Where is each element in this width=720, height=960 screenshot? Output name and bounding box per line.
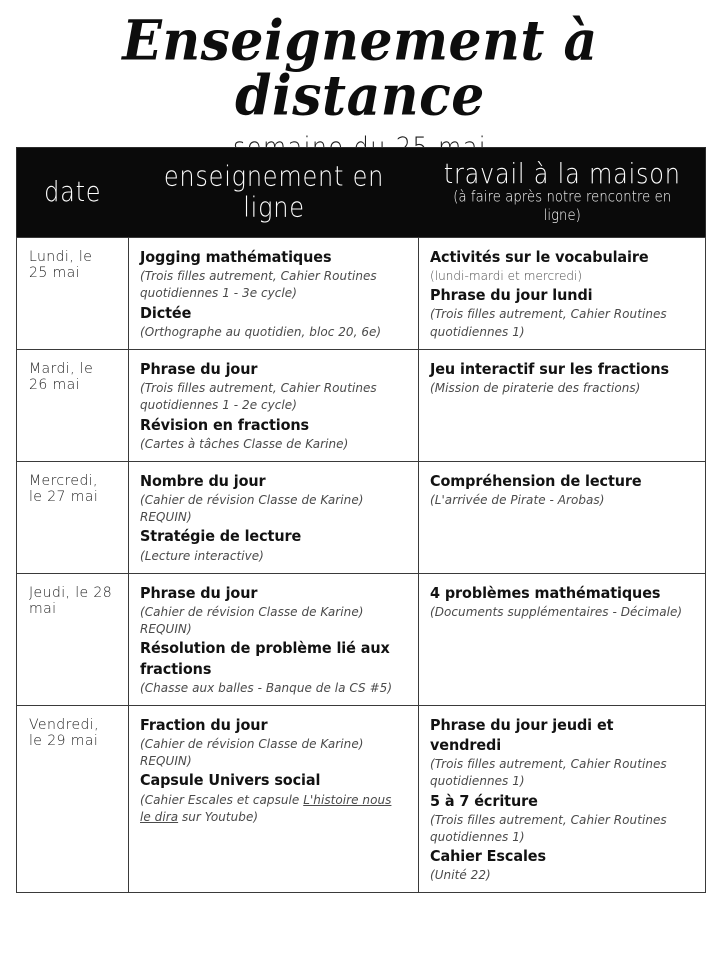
schedule-entry xyxy=(430,846,695,883)
table-row xyxy=(17,461,706,573)
date-label: Vendredi, le 29 mai xyxy=(29,716,99,749)
cell-online-teaching xyxy=(129,573,419,705)
schedule-entry xyxy=(430,359,695,396)
date-label: Mardi, le 26 mai xyxy=(29,360,94,393)
schedule-entry xyxy=(430,583,695,620)
table-row xyxy=(17,705,706,893)
schedule-entry xyxy=(140,471,408,526)
column-header-home xyxy=(419,148,706,238)
schedule-entry xyxy=(140,247,408,302)
column-header-home-label: travail à la maison xyxy=(443,157,681,190)
entry-note: (lundi-mardi et mercredi) xyxy=(430,268,583,284)
table-row xyxy=(17,573,706,705)
entry-title: Activités sur le vocabulaire xyxy=(430,248,649,266)
schedule-entry xyxy=(140,715,408,770)
cell-home-work xyxy=(419,573,706,705)
schedule-entry xyxy=(430,791,695,846)
schedule-entry xyxy=(140,415,408,452)
entry-title: Fraction du jour xyxy=(140,715,268,734)
entry-title: Nombre du jour xyxy=(140,471,266,490)
cell-online-teaching xyxy=(129,349,419,461)
entry-title: Cahier Escales xyxy=(430,847,546,866)
table-header xyxy=(17,148,706,238)
cell-home-work xyxy=(419,238,706,350)
schedule-entry xyxy=(430,715,695,790)
cell-home-work xyxy=(419,349,706,461)
schedule-entry xyxy=(140,303,408,340)
entry-title: Jogging mathématiques xyxy=(140,248,332,266)
entry-title: Stratégie de lecture xyxy=(140,527,302,546)
column-header-online xyxy=(129,148,419,238)
cell-date xyxy=(17,705,129,893)
schedule-entry xyxy=(140,526,408,563)
entry-note: (Orthographe au quotidien, bloc 20, 6e) xyxy=(140,323,382,339)
entry-title: Phrase du jour jeudi et vendredi xyxy=(430,715,614,754)
table-row xyxy=(17,349,706,461)
table-row xyxy=(17,238,706,350)
schedule-entry xyxy=(140,770,408,825)
page-title: Enseignement à distance xyxy=(122,8,598,129)
entry-title: 5 à 7 écriture xyxy=(430,791,538,810)
cell-date xyxy=(17,238,129,350)
cell-online-teaching xyxy=(129,461,419,573)
column-header-date xyxy=(17,148,129,238)
entry-note: (Trois filles autrement, Cahier Routines quotidiennes 1) xyxy=(430,306,667,339)
cell-online-teaching xyxy=(129,705,419,893)
cell-date xyxy=(17,461,129,573)
entry-title: Révision en fractions xyxy=(140,415,310,434)
column-header-online-label: enseignement en ligne xyxy=(163,159,384,223)
entry-note: (Trois filles autrement, Cahier Routines quotidiennes 1) xyxy=(430,756,667,789)
title-block xyxy=(0,0,720,160)
column-header-date-label: date xyxy=(44,174,102,208)
entry-note: (Cartes à tâches Classe de Karine) xyxy=(140,435,349,451)
entry-title: Capsule Univers social xyxy=(140,771,321,790)
entry-note: (Chasse aux balles - Banque de la CS #5) xyxy=(140,679,393,695)
date-label: Mercredi, le 27 mai xyxy=(29,472,99,505)
cell-home-work xyxy=(419,461,706,573)
entry-title: Phrase du jour xyxy=(140,583,258,602)
entry-note: (Trois filles autrement, Cahier Routines quotidiennes 1 - 3e cycle) xyxy=(140,268,377,301)
table-body xyxy=(17,238,706,893)
date-label: Lundi, le 25 mai xyxy=(29,249,93,281)
schedule-entry xyxy=(430,285,695,340)
entry-title: Dictée xyxy=(140,303,192,322)
entry-note: (Cahier de révision Classe de Karine) REQUIN) xyxy=(140,735,364,769)
entry-note: (Lecture interactive) xyxy=(140,547,264,563)
column-header-home-sublabel: (à faire après notre rencontre en ligne) xyxy=(452,188,671,225)
table-header-row xyxy=(17,148,706,238)
schedule-entry xyxy=(430,471,695,508)
entry-note: (Unité 22) xyxy=(430,867,491,883)
entry-title: Phrase du jour xyxy=(140,359,258,378)
entry-note: (Documents supplémentaires - Décimale) xyxy=(430,603,683,619)
entry-note: (Cahier de révision Classe de Karine) REQUIN) xyxy=(140,491,364,525)
weekly-schedule-table xyxy=(16,147,706,893)
entry-title: 4 problèmes mathématiques xyxy=(430,583,661,602)
schedule-entry xyxy=(140,638,408,695)
date-label: Jeudi, le 28 mai xyxy=(29,584,113,617)
entry-title: Jeu interactif sur les fractions xyxy=(430,359,669,378)
cell-online-teaching xyxy=(129,238,419,350)
schedule-entry xyxy=(140,359,408,414)
schedule-entry xyxy=(140,583,408,638)
cell-date xyxy=(17,349,129,461)
entry-note: (Trois filles autrement, Cahier Routines quotidiennes 1) xyxy=(430,811,667,844)
entry-note: (Trois filles autrement, Cahier Routines quotidiennes 1 - 2e cycle) xyxy=(140,380,377,413)
entry-title: Résolution de problème lié aux fractions xyxy=(140,639,390,678)
entry-title: Phrase du jour lundi xyxy=(430,286,593,305)
entry-note: (L'arrivée de Pirate - Arobas) xyxy=(430,491,605,507)
schedule-entry xyxy=(430,247,695,284)
entry-note: (Mission de piraterie des fractions) xyxy=(430,380,641,396)
entry-note: (Cahier de révision Classe de Karine) REQUIN) xyxy=(140,603,364,637)
entry-title: Compréhension de lecture xyxy=(430,471,642,490)
cell-home-work xyxy=(419,705,706,893)
cell-date xyxy=(17,573,129,705)
entry-note: (Cahier Escales et capsule L'histoire nous le dira sur Youtube) xyxy=(140,791,392,824)
